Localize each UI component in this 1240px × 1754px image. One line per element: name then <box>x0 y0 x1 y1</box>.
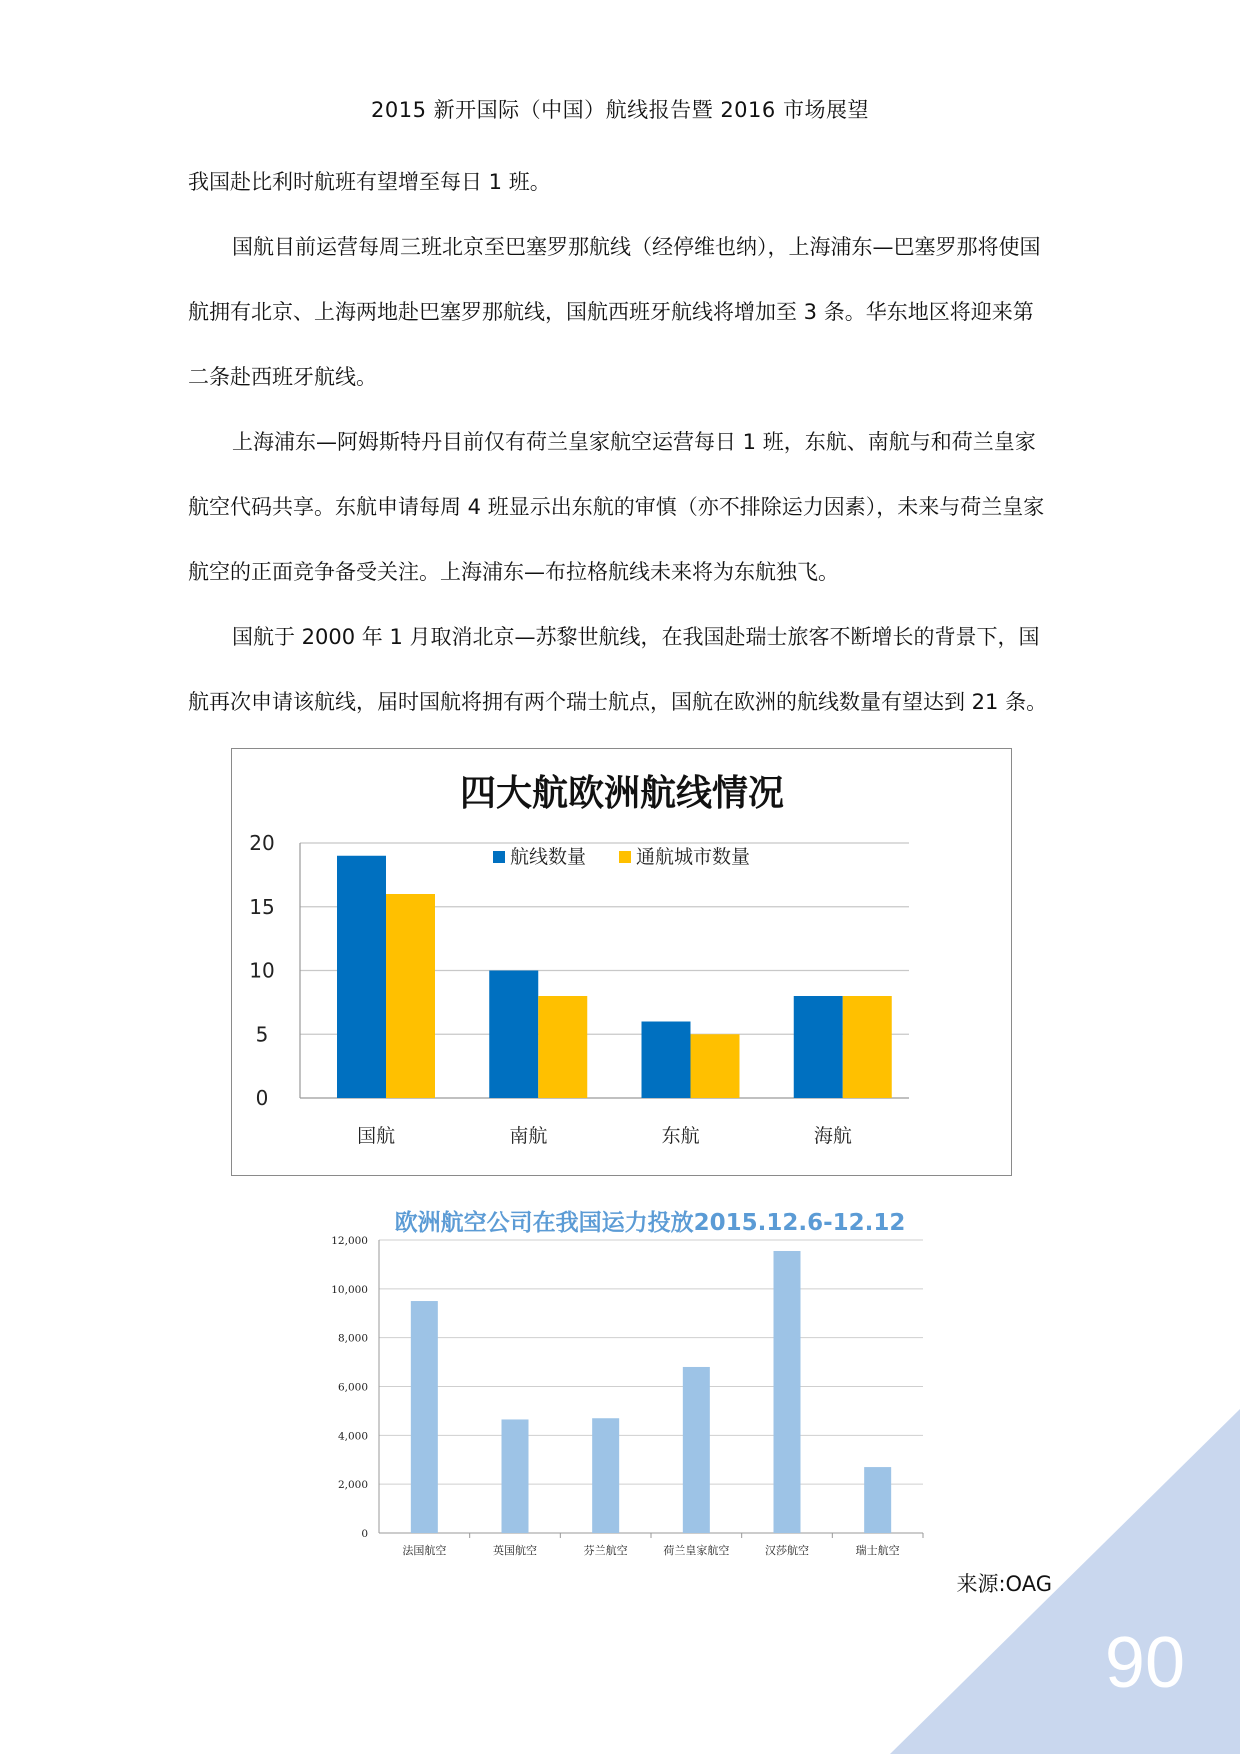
paragraph <box>188 605 1054 735</box>
legend-swatch <box>493 851 505 863</box>
x-tick-label: 英国航空 <box>493 1544 537 1557</box>
bar-通航城市数量-南航 <box>538 996 587 1098</box>
paragraph <box>188 410 1054 605</box>
y-tick-label: 8,000 <box>337 1332 368 1345</box>
x-tick-label: 瑞士航空 <box>855 1544 900 1557</box>
y-tick-label: 6,000 <box>337 1381 368 1394</box>
y-tick-label: 0 <box>255 1086 269 1110</box>
airlines-europe-routes-chart <box>231 748 1012 1176</box>
paragraph <box>188 150 1054 215</box>
x-tick-label: 国航 <box>357 1125 396 1147</box>
corner-decoration <box>890 1409 1240 1754</box>
bar-瑞士航空 <box>864 1467 891 1533</box>
y-tick-label: 5 <box>255 1022 269 1047</box>
x-tick-label: 芬兰航空 <box>583 1544 628 1557</box>
x-tick-label: 海航 <box>813 1125 852 1147</box>
x-tick-label: 荷兰皇家航空 <box>663 1544 730 1557</box>
legend-label: 航线数量 <box>510 846 587 868</box>
bar-通航城市数量-国航 <box>386 894 435 1098</box>
chart-svg <box>232 749 1013 1177</box>
paragraph <box>188 215 1054 410</box>
bar-航线数量-南航 <box>489 971 538 1099</box>
x-tick-label: 南航 <box>509 1125 548 1147</box>
chart-title: 四大航欧洲航线情况 <box>459 773 785 814</box>
corner-triangle <box>890 1409 1240 1754</box>
paragraph-text: 上海浦东—阿姆斯特丹目前仅有荷兰皇家航空运营每日 1 班，东航、南航与和荷兰皇家航空代码共享。东航申请每周 4 班显示出东航的审慎（亦不排除运力因素），未来与荷兰皇家航空的正面竞争备受关注。上海浦东—布拉格航线未来将为东航独飞。 <box>188 430 1045 584</box>
european-airlines-capacity-chart <box>300 1200 940 1570</box>
y-tick-label: 0 <box>361 1528 368 1540</box>
bar-汉莎航空 <box>774 1251 801 1533</box>
page-number: 90 <box>1104 1623 1185 1703</box>
y-tick-label: 10 <box>249 958 275 983</box>
bar-航线数量-海航 <box>794 996 843 1098</box>
page-header: 2015 新开国际（中国）航线报告暨 2016 市场展望 <box>371 98 869 122</box>
bar-航线数量-东航 <box>642 1022 691 1099</box>
x-tick-label: 汉莎航空 <box>765 1544 809 1557</box>
bar-通航城市数量-东航 <box>691 1034 740 1098</box>
chart-svg <box>300 1200 940 1570</box>
y-tick-label: 12,000 <box>331 1235 368 1247</box>
bar-通航城市数量-海航 <box>843 996 892 1098</box>
legend-swatch <box>619 851 631 863</box>
x-tick-label: 东航 <box>661 1125 700 1147</box>
paragraph-text: 我国赴比利时航班有望增至每日 1 班。 <box>188 170 551 194</box>
bar-荷兰皇家航空 <box>683 1367 710 1533</box>
y-tick-label: 2,000 <box>337 1479 368 1492</box>
paragraph-text: 国航于 2000 年 1 月取消北京—苏黎世航线，在我国赴瑞士旅客不断增长的背景下，国航再次申请该航线，届时国航将拥有两个瑞士航点，国航在欧洲的航线数量有望达到 21 条。 <box>188 625 1048 714</box>
y-tick-label: 15 <box>249 894 275 919</box>
chart-title: 欧洲航空公司在我国运力投放2015.12.6-12.12 <box>394 1210 906 1236</box>
bar-法国航空 <box>411 1301 438 1533</box>
bar-航线数量-国航 <box>337 856 386 1098</box>
source-note: 来源:OAG <box>956 1572 1052 1596</box>
y-tick-label: 10,000 <box>331 1283 368 1296</box>
y-tick-label: 20 <box>249 831 275 855</box>
bar-芬兰航空 <box>592 1418 619 1533</box>
x-tick-label: 法国航空 <box>402 1544 447 1557</box>
paragraph-text: 国航目前运营每周三班北京至巴塞罗那航线（经停维也纳），上海浦东—巴塞罗那将使国航拥有北京、上海两地赴巴塞罗那航线，国航西班牙航线将增加至 3 条。华东地区将迎来第二条赴西班牙航线。 <box>188 235 1041 389</box>
bar-英国航空 <box>502 1419 529 1533</box>
y-tick-label: 4,000 <box>337 1430 368 1443</box>
legend-label: 通航城市数量 <box>636 846 751 868</box>
